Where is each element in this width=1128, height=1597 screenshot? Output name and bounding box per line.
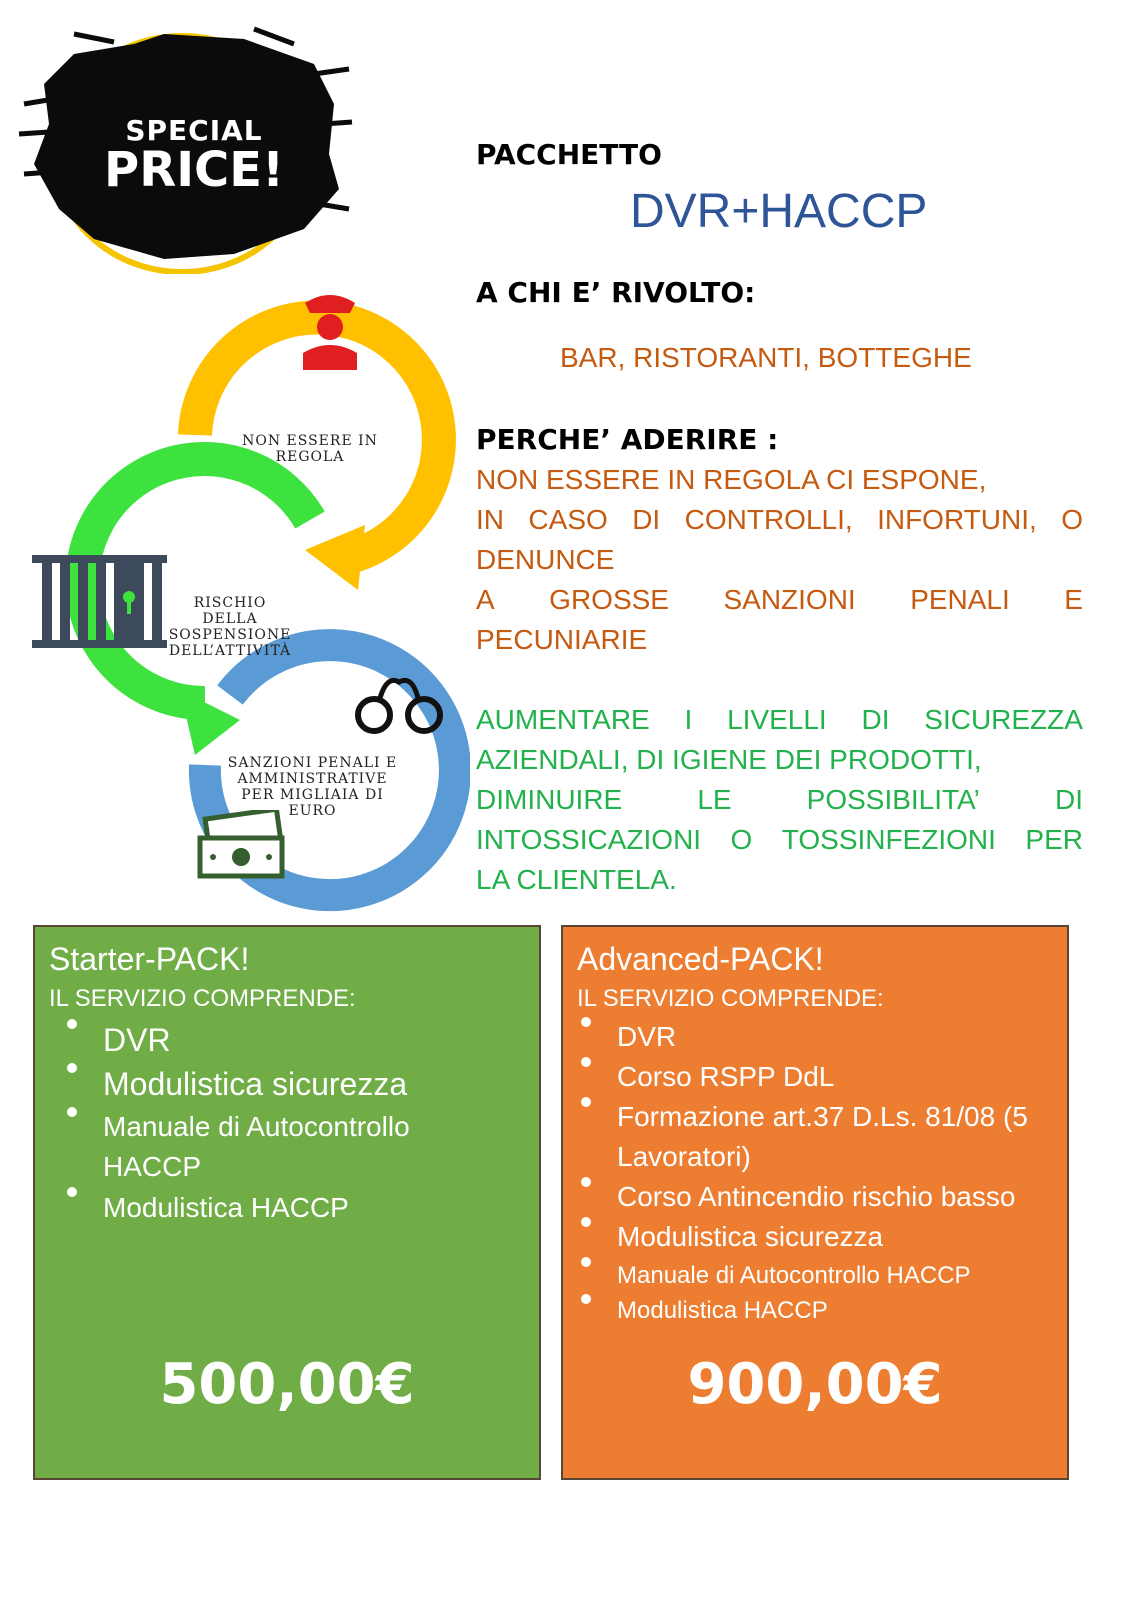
- word: LE: [697, 784, 732, 815]
- special-price-badge: [14, 14, 354, 274]
- word: I: [684, 704, 693, 735]
- word: PER: [1025, 824, 1083, 855]
- starter-pack-price: 500,00€: [159, 1352, 415, 1417]
- green-arrow-head: [180, 690, 240, 755]
- starter-pack-panel: [33, 925, 541, 1480]
- benefit-paragraph: [476, 700, 1083, 900]
- list-item: Modulistica HACCP: [563, 1294, 1053, 1327]
- starter-pack-items: [49, 1019, 509, 1229]
- word: PENALI: [910, 584, 1010, 615]
- word: INFORTUNI,: [877, 504, 1037, 535]
- package-label: PACCHETTO: [476, 138, 662, 171]
- why-line-2: [476, 500, 1083, 540]
- list-item: DVR: [563, 1017, 1053, 1057]
- word: DI: [632, 504, 661, 535]
- word: CASO: [528, 504, 608, 535]
- advanced-pack-panel: [561, 925, 1069, 1480]
- cycle-step-2-label: RISCHIO DELLA SOSPENSIONE DELL’ATTIVITÀ: [168, 595, 292, 659]
- word: TOSSINFEZIONI: [781, 824, 996, 855]
- why-line-3: DENUNCE: [476, 544, 615, 575]
- banknotes-icon: [195, 810, 290, 880]
- word: O: [1061, 504, 1083, 535]
- jail-bars-icon: [32, 555, 167, 650]
- yellow-arrow-head: [305, 525, 365, 590]
- word: GROSSE: [549, 584, 669, 615]
- why-paragraph: [476, 460, 1083, 660]
- list-item: Modulistica sicurezza: [49, 1063, 509, 1105]
- badge-line1: SPECIAL: [125, 114, 263, 147]
- advanced-pack-price: 900,00€: [687, 1352, 943, 1417]
- list-item: Modulistica HACCP: [49, 1187, 509, 1229]
- risk-cycle-diagram: [20, 285, 470, 925]
- list-item: Formazione art.37 D.Ls. 81/08 (5 Lavoratori): [563, 1097, 1053, 1177]
- why-line-5: PECUNIARIE: [476, 624, 648, 655]
- target-text: BAR, RISTORANTI, BOTTEGHE: [560, 342, 972, 373]
- word: E: [1064, 584, 1083, 615]
- list-item: Modulistica sicurezza: [563, 1217, 1053, 1257]
- word: AUMENTARE: [476, 704, 650, 735]
- benefit-line-2: AZIENDALI, DI IGIENE DEI PRODOTTI,: [476, 744, 982, 775]
- why-line-1: NON ESSERE IN REGOLA CI ESPONE,: [476, 464, 987, 495]
- list-item: Manuale di Autocontrollo HACCP: [49, 1107, 483, 1187]
- starter-pack-title: Starter-PACK!: [49, 941, 250, 977]
- word: IN: [476, 504, 504, 535]
- word: CONTROLLI,: [684, 504, 853, 535]
- benefit-line-4: [476, 820, 1083, 860]
- advanced-pack-subtitle: IL SERVIZIO COMPRENDE:: [577, 985, 884, 1012]
- cycle-step-3-label: SANZIONI PENALI E AMMINISTRATIVE PER MIGLIAIA DI EURO: [227, 755, 398, 819]
- word: A: [476, 584, 495, 615]
- word: DI: [861, 704, 890, 735]
- why-heading: PERCHE’ ADERIRE :: [476, 423, 779, 456]
- starter-pack-subtitle: IL SERVIZIO COMPRENDE:: [49, 985, 356, 1012]
- benefit-line-5: LA CLIENTELA.: [476, 864, 677, 895]
- cycle-step-1-label: NON ESSERE IN REGOLA: [242, 433, 378, 465]
- advanced-pack-items: [563, 1017, 1053, 1327]
- advanced-pack-title: Advanced-PACK!: [577, 941, 824, 977]
- badge-line2: PRICE!: [104, 142, 284, 198]
- package-title: DVR+HACCP: [630, 185, 928, 238]
- word: SANZIONI: [723, 584, 856, 615]
- word: DI: [1054, 784, 1083, 815]
- word: POSSIBILITA’: [806, 784, 980, 815]
- list-item: DVR: [49, 1019, 509, 1061]
- benefit-line-1: [476, 700, 1083, 740]
- word: DIMINUIRE: [476, 784, 623, 815]
- benefit-line-3: [476, 780, 1083, 820]
- word: LIVELLI: [727, 704, 827, 735]
- list-item: Manuale di Autocontrollo HACCP: [563, 1257, 1053, 1294]
- list-item: Corso Antincendio rischio basso: [563, 1177, 1053, 1217]
- word: SICUREZZA: [924, 704, 1083, 735]
- list-item: Corso RSPP DdL: [563, 1057, 1053, 1097]
- word: INTOSSICAZIONI: [476, 824, 702, 855]
- police-officer-icon: [295, 285, 365, 375]
- target-heading: A CHI E’ RIVOLTO:: [476, 276, 756, 309]
- handcuffs-icon: [352, 670, 447, 735]
- word: O: [730, 824, 753, 855]
- why-line-4: [476, 580, 1083, 620]
